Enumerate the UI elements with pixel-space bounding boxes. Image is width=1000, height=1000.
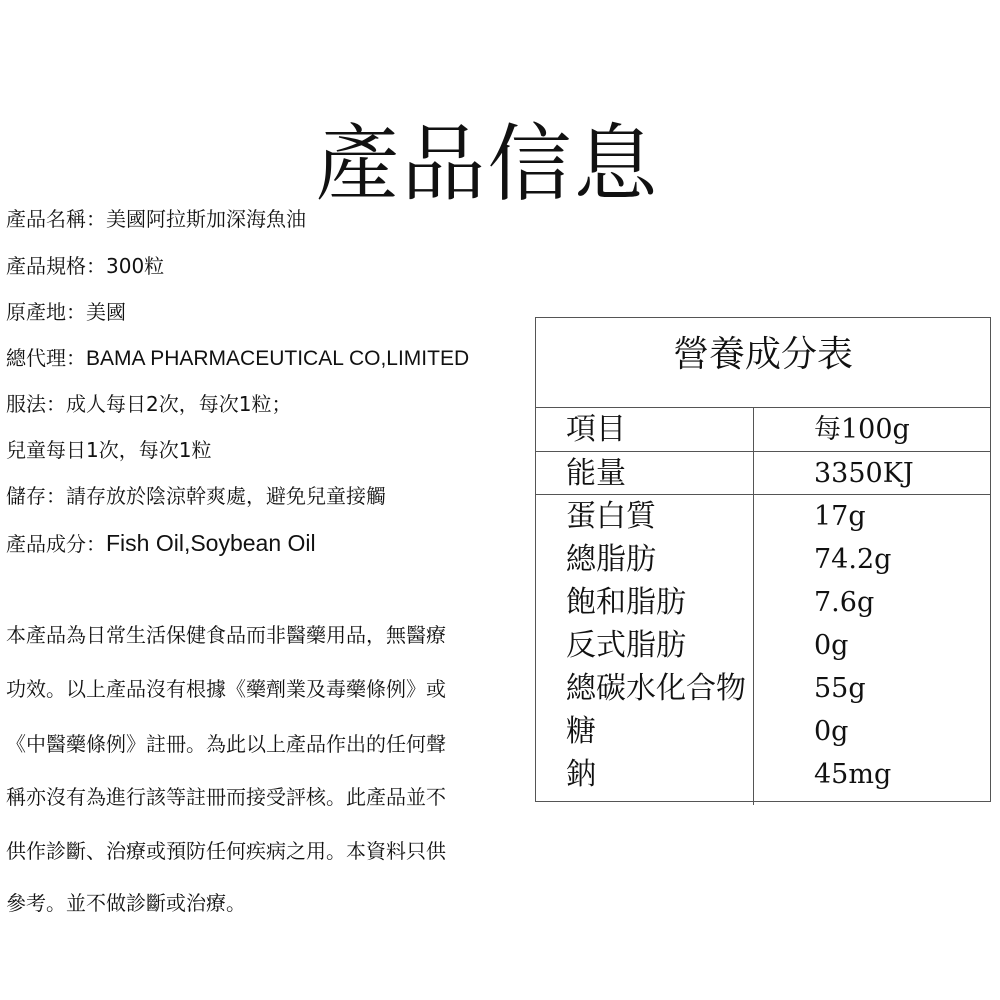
nutrition-row-name: 鈉: [566, 757, 596, 792]
nutrition-row-value: 3350KJ: [814, 458, 914, 489]
product-name-label: 產品名稱：: [6, 207, 106, 231]
ingredients-line: [6, 530, 316, 557]
nutrition-header-item: 項目: [566, 412, 626, 447]
usage-line: [6, 391, 291, 417]
nutrition-row-name: 總碳水化合物: [566, 671, 746, 706]
nutrition-row-value: 0g: [814, 716, 849, 747]
nutrition-table: [535, 317, 991, 802]
usage-child-value: 兒童每日1次，每次1粒: [6, 438, 212, 462]
nutrition-row-name: 反式脂肪: [566, 628, 686, 663]
page-title: 產品信息: [315, 115, 660, 214]
storage-label: 儲存：: [6, 484, 66, 508]
origin-line: [6, 299, 126, 325]
ingredients-value: Fish Oil,Soybean Oil: [106, 530, 316, 556]
storage-value: 請存放於陰涼幹爽處，避免兒童接觸: [66, 484, 386, 508]
disclaimer-line: 供作診斷、治療或預防任何疾病之用。本資料只供: [6, 839, 446, 863]
disclaimer-line: 功效。以上產品沒有根據《藥劑業及毒藥條例》或: [6, 677, 446, 701]
nutrition-row-name: 能量: [566, 456, 626, 491]
nutrition-row-value: 0g: [814, 630, 849, 661]
origin-value: 美國: [86, 300, 126, 324]
table-divider: [536, 407, 990, 408]
product-spec-line: [6, 253, 164, 279]
nutrition-header-per: 每100g: [814, 414, 910, 445]
disclaimer-line: 稱亦沒有為進行該等註冊而接受評核。此產品並不: [6, 785, 446, 809]
usage-child-line: [6, 437, 211, 463]
nutrition-row-value: 45mg: [814, 759, 892, 790]
usage-value: 成人每日2次，每次1粒；: [66, 392, 292, 416]
nutrition-row-name: 糖: [566, 714, 596, 749]
disclaimer-line: 《中醫藥條例》註冊。為此以上產品作出的任何聲: [6, 732, 446, 756]
product-spec-label: 產品規格：: [6, 254, 106, 278]
nutrition-row-value: 74.2g: [814, 544, 892, 575]
row-divider: [536, 451, 990, 452]
nutrition-row-name: 飽和脂肪: [566, 585, 686, 620]
nutrition-row-name: 總脂肪: [566, 542, 656, 577]
usage-label: 服法：: [6, 392, 66, 416]
origin-label: 原產地：: [6, 300, 86, 324]
nutrition-table-title: 營養成分表: [672, 334, 853, 375]
nutrition-row-name: 蛋白質: [566, 499, 656, 534]
product-name-line: [6, 206, 306, 232]
disclaimer-line: 本產品為日常生活保健食品而非醫藥用品，無醫療: [6, 623, 446, 647]
nutrition-row-value: 55g: [814, 673, 866, 704]
product-spec-value: 300粒: [106, 254, 165, 278]
disclaimer-line: 參考。並不做診斷或治療。: [6, 891, 246, 915]
agent-line: [6, 345, 469, 372]
agent-label: 總代理：: [6, 346, 86, 370]
agent-value: BAMA PHARMACEUTICAL CO,LIMITED: [86, 347, 470, 370]
storage-line: [6, 483, 386, 509]
row-divider: [536, 494, 990, 495]
product-name-value: 美國阿拉斯加深海魚油: [106, 207, 306, 231]
nutrition-row-value: 7.6g: [814, 587, 875, 618]
nutrition-row-value: 17g: [814, 501, 866, 532]
ingredients-label: 產品成分：: [6, 532, 106, 556]
column-divider: [753, 407, 754, 805]
